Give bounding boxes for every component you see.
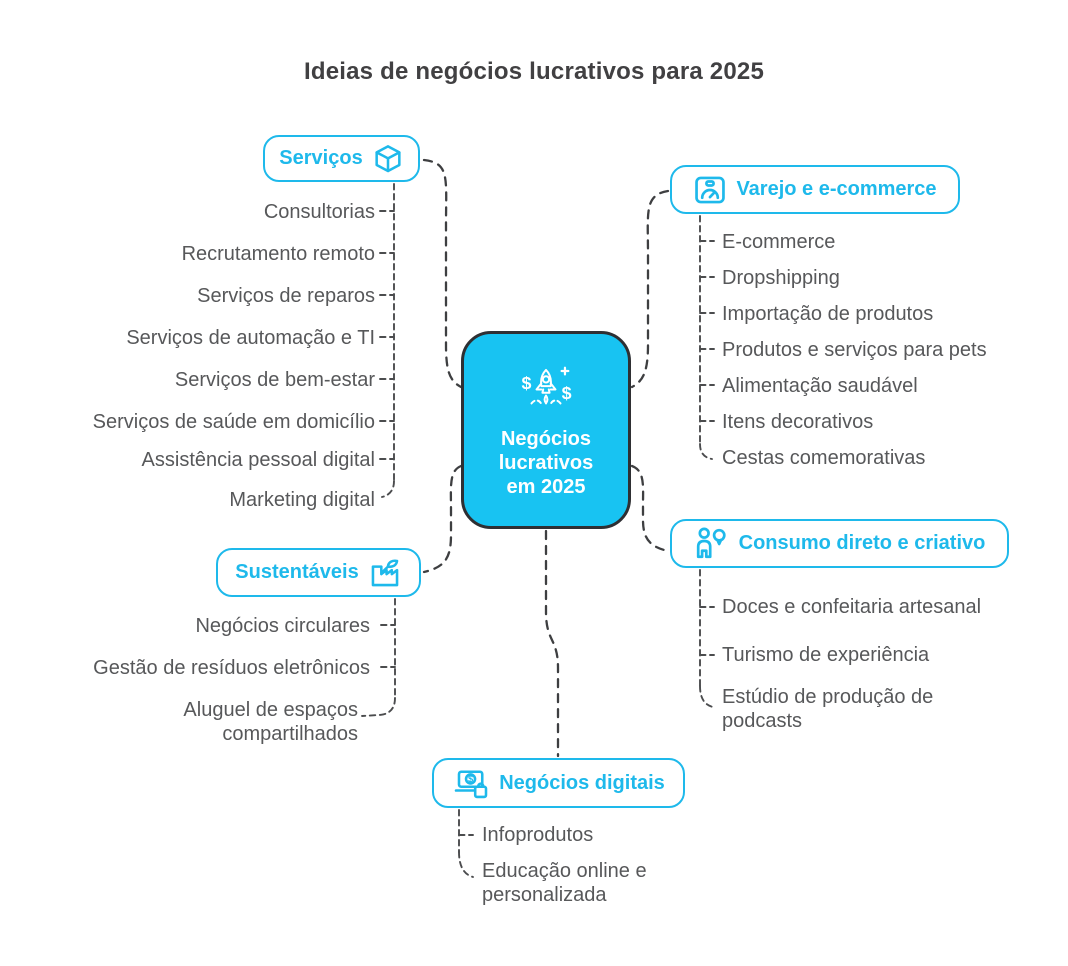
list-item: Aluguel de espaços compartilhados bbox=[183, 699, 358, 745]
branch-node-varejo bbox=[670, 165, 960, 214]
svg-text:$: $ bbox=[521, 372, 532, 393]
list-item: Dropshipping bbox=[722, 267, 840, 289]
branch-node-consumo bbox=[670, 519, 1009, 568]
connector-digitais bbox=[546, 531, 558, 756]
list-item: Serviços de saúde em domicílio bbox=[92, 411, 375, 433]
list-item: Itens decorativos bbox=[722, 411, 874, 433]
list-item: Assistência pessoal digital bbox=[141, 449, 375, 471]
branch-node-servicos bbox=[263, 135, 420, 182]
list-item: Negócios circulares bbox=[195, 615, 370, 637]
list-item: Importação de produtos bbox=[722, 303, 934, 325]
list-item: Serviços de bem-estar bbox=[174, 369, 375, 391]
list-item: Infoprodutos bbox=[482, 824, 594, 846]
center-node bbox=[461, 331, 631, 529]
branch-label-sustentaveis: Sustentáveis bbox=[235, 561, 359, 583]
list-item: Estúdio de produção de podcasts bbox=[722, 686, 934, 732]
list-item: Doces e confeitaria artesanal bbox=[722, 596, 982, 618]
list-item: Serviços de reparos bbox=[197, 285, 375, 307]
center-node-label: Negócios lucrativos em 2025 bbox=[498, 428, 594, 498]
list-item: E-commerce bbox=[722, 231, 836, 253]
list-item: Gestão de resíduos eletrônicos bbox=[93, 657, 370, 679]
list-item: Educação online e personalizada bbox=[482, 860, 647, 906]
list-item: Turismo de experiência bbox=[722, 644, 930, 666]
cube-icon bbox=[372, 143, 404, 175]
eco-factory-icon bbox=[368, 556, 402, 590]
rocket-money-icon bbox=[506, 361, 586, 419]
list-item: Consultorias bbox=[263, 201, 375, 223]
branch-label-varejo: Varejo e e-commerce bbox=[736, 178, 937, 200]
list-item: Serviços de automação e TI bbox=[126, 327, 375, 349]
person-idea-icon bbox=[694, 526, 730, 562]
branch-label-servicos: Serviços bbox=[279, 147, 363, 169]
connector-servicos bbox=[424, 160, 461, 387]
list-item: Recrutamento remoto bbox=[181, 243, 375, 265]
branch-label-consumo: Consumo direto e criativo bbox=[738, 532, 986, 554]
page-title: Ideias de negócios lucrativos para 2025 bbox=[303, 58, 764, 85]
svg-text:$: $ bbox=[468, 774, 474, 785]
connector-varejo bbox=[632, 191, 668, 387]
connector-consumo bbox=[632, 466, 668, 551]
connector-sustentaveis bbox=[424, 466, 461, 572]
scale-icon bbox=[693, 173, 727, 207]
list-item: Produtos e serviços para pets bbox=[722, 339, 987, 361]
svg-text:$: $ bbox=[561, 382, 572, 403]
list-item: Cestas comemorativas bbox=[722, 447, 926, 469]
branch-label-digitais: Negócios digitais bbox=[499, 771, 665, 794]
branch-node-sustentaveis bbox=[216, 548, 421, 597]
branch-node-digitais bbox=[432, 758, 685, 808]
list-item: Alimentação saudável bbox=[722, 375, 918, 397]
list-item: Marketing digital bbox=[229, 489, 375, 511]
laptop-commerce-icon bbox=[452, 765, 490, 801]
